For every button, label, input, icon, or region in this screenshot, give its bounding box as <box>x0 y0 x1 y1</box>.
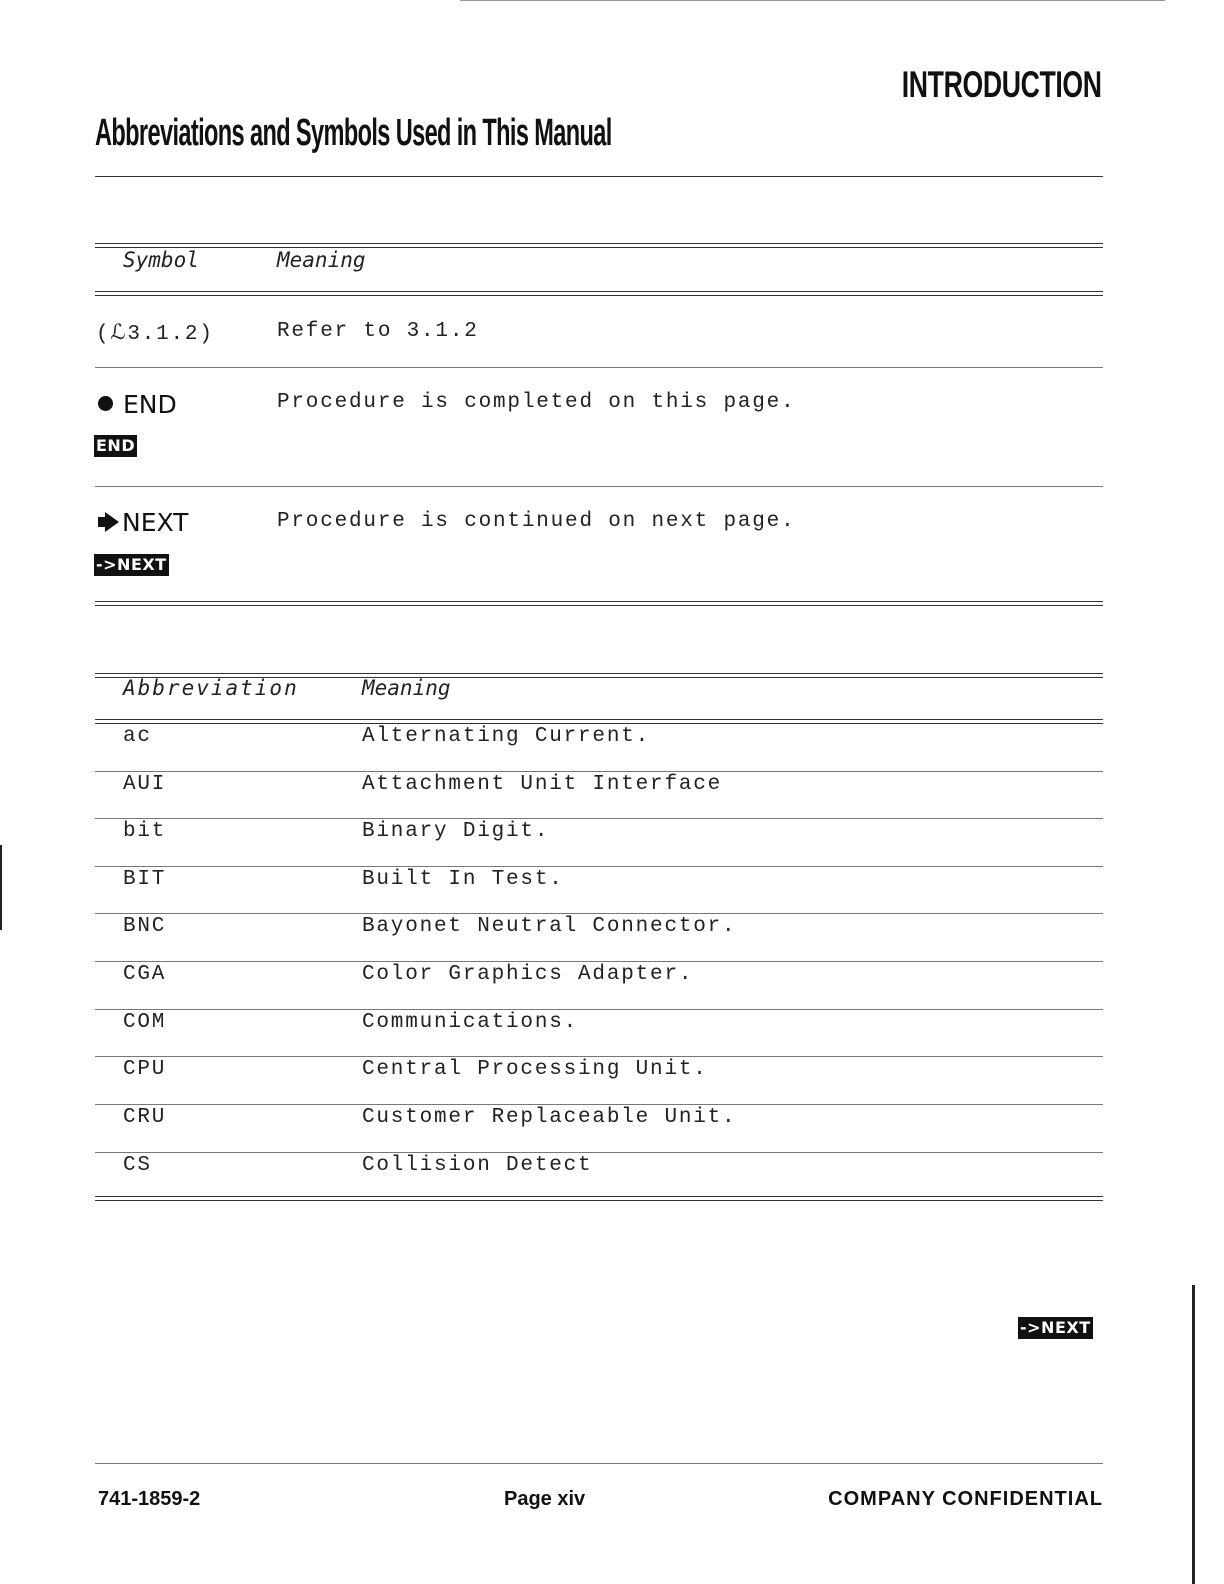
right-arrow-icon <box>105 512 119 532</box>
abbrev-header-rule <box>95 719 1103 724</box>
symbol-next-meaning: Procedure is continued on next page. <box>277 510 796 533</box>
symbol-next <box>98 508 188 537</box>
row-divider <box>95 818 1103 819</box>
row-divider <box>95 1104 1103 1105</box>
row-divider <box>95 913 1103 914</box>
meaning-cell: Central Processing Unit. <box>362 1058 708 1081</box>
row-divider <box>95 961 1103 962</box>
row-divider <box>95 486 1103 487</box>
row-divider <box>95 866 1103 867</box>
abbrev-cell: COM <box>123 1011 167 1034</box>
abbrev-cell: BNC <box>123 915 167 938</box>
symbols-table-bottom-rule <box>95 601 1103 606</box>
next-badge-symbol: ->NEXT <box>96 555 167 574</box>
page-title: Abbreviations and Symbols Used in This Manual <box>95 112 612 154</box>
meaning-cell: Alternating Current. <box>362 725 651 748</box>
arrow-tail-icon <box>98 517 105 527</box>
meaning-cell: Binary Digit. <box>362 820 550 843</box>
row-divider <box>95 1056 1103 1057</box>
abbrev-cell: bit <box>123 820 167 843</box>
meaning-cell: Built In Test. <box>362 868 564 891</box>
symbols-header-rule <box>95 291 1103 296</box>
meaning-cell: Attachment Unit Interface <box>362 773 723 796</box>
meaning-cell: Communications. <box>362 1011 579 1034</box>
top-edge-line <box>460 0 1165 1</box>
confidential-notice: COMPANY CONFIDENTIAL <box>828 1488 1103 1510</box>
meaning-cell: Collision Detect <box>362 1154 593 1177</box>
page-number: Page xiv <box>504 1488 586 1510</box>
symbol-next-label: NEXT <box>122 508 189 537</box>
row-divider <box>95 367 1103 368</box>
abbrev-cell: AUI <box>123 773 167 796</box>
title-rule <box>95 176 1103 177</box>
symbol-end-meaning: Procedure is completed on this page. <box>277 391 796 414</box>
meaning-cell: Color Graphics Adapter. <box>362 963 694 986</box>
abbrev-header-abbreviation: Abbreviation <box>123 676 299 700</box>
bullet-icon <box>98 396 113 411</box>
meaning-cell: Bayonet Neutral Connector. <box>362 915 737 938</box>
symbols-header-meaning: Meaning <box>277 248 366 272</box>
section-heading: INTRODUCTION <box>902 64 1102 105</box>
row-divider <box>95 771 1103 772</box>
symbols-header-symbol: Symbol <box>123 248 199 272</box>
abbrev-cell: CPU <box>123 1058 167 1081</box>
abbrev-cell: ac <box>123 725 152 748</box>
meaning-cell: Customer Replaceable Unit. <box>362 1106 737 1129</box>
symbols-table-top-rule <box>95 243 1103 248</box>
abbrev-table-bottom-rule <box>95 1196 1103 1201</box>
row-divider <box>95 1009 1103 1010</box>
right-scan-edge <box>1192 1285 1195 1584</box>
row-divider <box>95 1152 1103 1153</box>
symbol-end-label: END <box>123 390 177 419</box>
left-scan-edge <box>0 845 2 930</box>
end-badge: END <box>96 436 136 455</box>
next-page-badge: ->NEXT <box>1020 1318 1091 1337</box>
abbrev-cell: CGA <box>123 963 167 986</box>
symbol-reference: (ℒ3.1.2) <box>96 323 214 346</box>
footer-rule <box>95 1463 1103 1464</box>
document-number: 741-1859-2 <box>98 1488 201 1510</box>
abbrev-cell: CS <box>123 1154 152 1177</box>
symbol-end <box>98 390 177 419</box>
abbrev-cell: CRU <box>123 1106 167 1129</box>
abbrev-cell: BIT <box>123 868 167 891</box>
symbol-reference-meaning: Refer to 3.1.2 <box>277 320 479 343</box>
abbrev-header-meaning: Meaning <box>362 676 451 700</box>
